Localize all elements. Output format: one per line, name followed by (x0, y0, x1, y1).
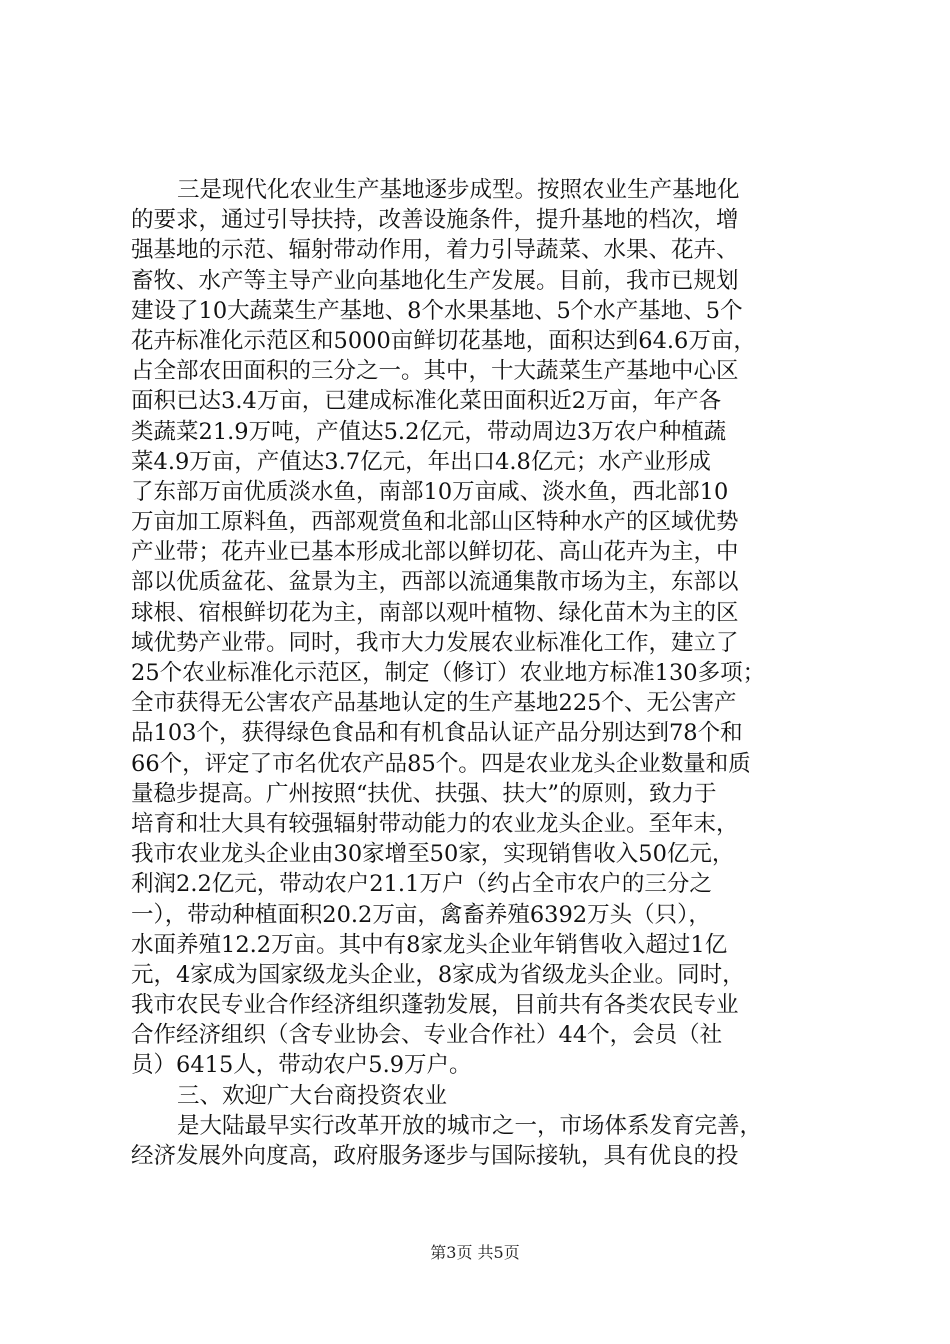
paragraph-line: 类蔬菜21.9万吨，产值达5.2亿元，带动周边3万农户种植蔬 (131, 418, 727, 445)
paragraph-line: 我市农业龙头企业由30家增至50家，实现销售收入50亿元， (131, 841, 735, 868)
paragraph-line: 畜牧、水产等主导产业向基地化生产发展。目前，我市已规划 (131, 267, 739, 294)
paragraph-line: 了东部万亩优质淡水鱼，南部10万亩咸、淡水鱼，西北部10 (131, 478, 729, 505)
paragraph-line: 花卉标准化示范区和5000亩鲜切花基地，面积达到64.6万亩， (131, 327, 756, 354)
paragraph-line: 三是现代化农业生产基地逐步成型。按照农业生产基地化 (177, 177, 740, 203)
paragraph-line: 经济发展外向度高，政府服务逐步与国际接轨，具有优良的投 (131, 1143, 739, 1169)
paragraph-line: 元，4家成为国家级龙头企业，8家成为省级龙头企业。同时， (131, 961, 745, 988)
paragraph-line: 占全部农田面积的三分之一。其中，十大蔬菜生产基地中心区 (131, 358, 739, 385)
paragraph-line: 万亩加工原料鱼，西部观赏鱼和北部山区特种水产的区域优势 (131, 509, 739, 536)
paragraph-line: 25个农业标准化示范区，制定（修订）农业地方标准130多项； (131, 660, 766, 686)
document-body (131, 175, 831, 1171)
section-heading: 三、欢迎广大台商投资农业 (177, 1082, 448, 1109)
paragraph-line: 部以优质盆花、盆景为主，西部以流通集散市场为主，东部以 (131, 569, 739, 596)
paragraph-line: 培育和壮大具有较强辐射带动能力的农业龙头企业。至年末， (131, 810, 739, 837)
paragraph-line: 菜4.9万亩，产值达3.7亿元，年出口4.8亿元；水产业形成 (131, 448, 711, 475)
paragraph-line: 员）6415人，带动农户5.9万户。 (131, 1052, 472, 1079)
paragraph-line: 域优势产业带。同时，我市大力发展农业标准化工作，建立了 (131, 629, 739, 656)
paragraph-line: 水面养殖12.2万亩。其中有8家龙头企业年销售收入超过1亿 (131, 931, 728, 958)
paragraph-line: 我市农民专业合作经济组织蓬勃发展，目前共有各类农民专业 (131, 992, 739, 1019)
paragraph-line: 量稳步提高。广州按照“扶优、扶强、扶大”的原则，致力于 (131, 780, 717, 807)
paragraph-line: 品103个，获得绿色食品和有机食品认证产品分别达到78个和 (131, 720, 743, 747)
page-number-footer: 第3页 共5页 (430, 1243, 520, 1262)
paragraph-line: 的要求，通过引导扶持，改善设施条件，提升基地的档次，增 (131, 207, 739, 234)
paragraph-line: 建设了10大蔬菜生产基地、8个水果基地、5个水产基地、5个 (131, 297, 743, 324)
paragraph-line: 面积已达3.4万亩，已建成标准化菜田面积近2万亩，年产各 (131, 388, 722, 415)
paragraph-line: 全市获得无公害农产品基地认定的生产基地225个、无公害产 (131, 690, 737, 717)
paragraph-line: 强基地的示范、辐射带动作用，着力引导蔬菜、水果、花卉、 (131, 237, 739, 264)
paragraph-line: 球根、宿根鲜切花为主，南部以观叶植物、绿化苗木为主的区 (131, 599, 739, 626)
paragraph-line: 一），带动种植面积20.2万亩，禽畜养殖6392万头（只）， (131, 901, 711, 928)
paragraph-line: 合作经济组织（含专业协会、专业合作社）44个，会员（社 (131, 1022, 723, 1049)
paragraph-line: 是大陆最早实行改革开放的城市之一，市场体系发育完善， (177, 1112, 763, 1139)
paragraph-line: 产业带；花卉业已基本形成北部以鲜切花、高山花卉为主，中 (131, 539, 739, 566)
paragraph-line: 66个，评定了市名优农产品85个。四是农业龙头企业数量和质 (131, 750, 751, 777)
paragraph-line: 利润2.2亿元，带动农户21.1万户（约占全市农户的三分之 (131, 871, 712, 898)
